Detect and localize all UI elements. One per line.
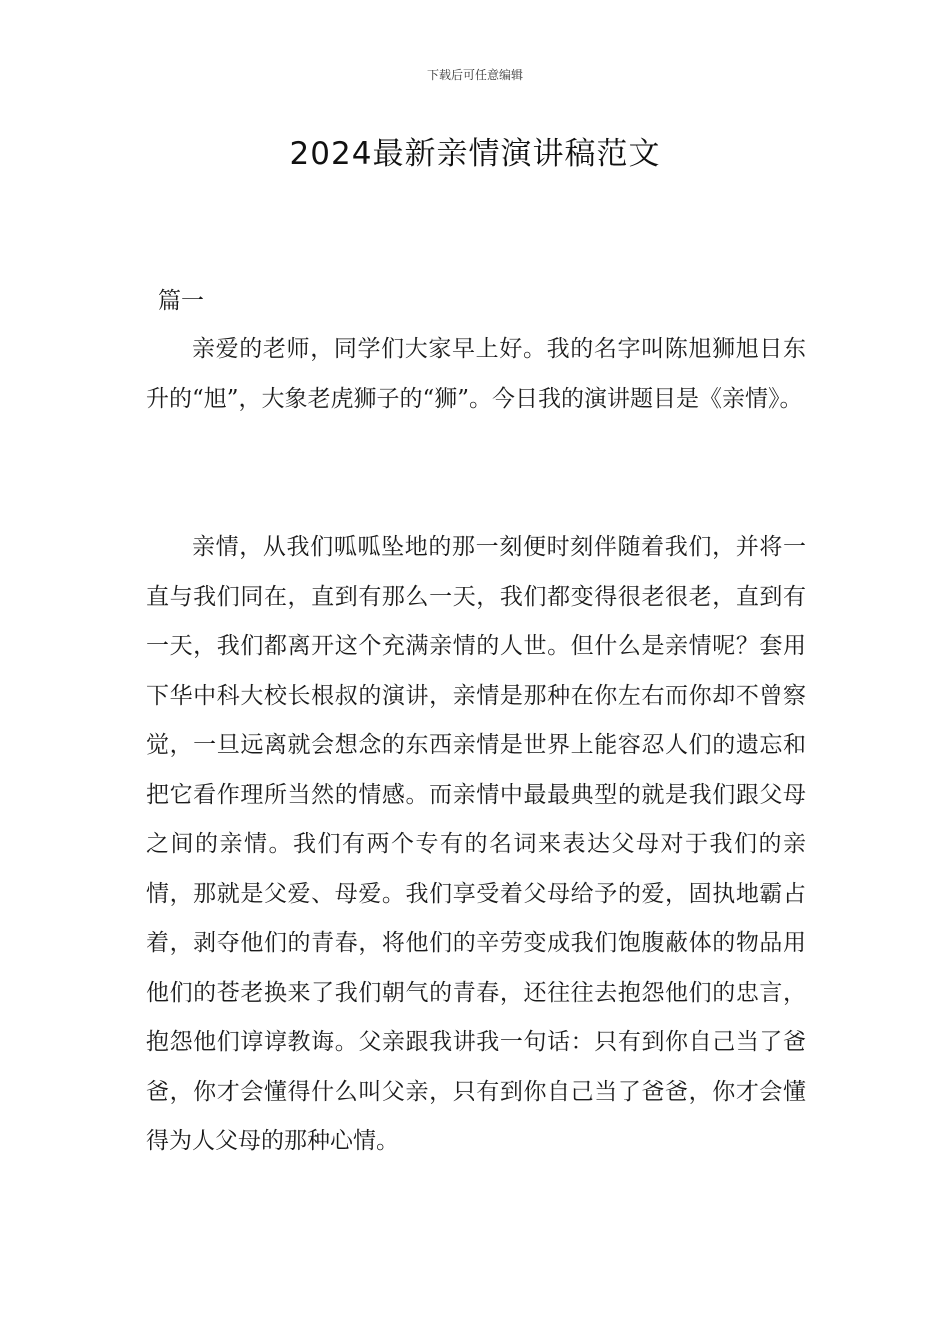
paragraph-2: 亲情，从我们呱呱坠地的那一刻便时刻伴随着我们，并将一直与我们同在，直到有那么一天，我们都变得很老很老，直到有一天，我们都离开这个充满亲情的人世。但什么是亲情呢？套用下华中科大校长根叔的演讲，亲情是那种在你左右而你却不曾察觉，一旦远离就会想念的东西亲情是世界上能容忍人们的遗忘和把它看作理所当然的情感。而亲情中最最典型的就是我们跟父母之间的亲情。我们有两个专有的名词来表达父母对于我们的亲情，那就是父爱、母爱。我们享受着父母给予的爱，固执地霸占着，剥夺他们的青春，将他们的辛劳变成我们饱腹蔽体的物品用他们的苍老换来了我们朝气的青春，还往往去抱怨他们的忠言，抱怨他们谆谆教诲。父亲跟我讲我一句话：只有到你自己当了爸爸，你才会懂得什么叫父亲，只有到你自己当了爸爸，你才会懂得为人父母的那种心情。 <box>146 534 806 1154</box>
section-label: 篇一 <box>158 288 204 314</box>
page-title: 2024最新亲情演讲稿范文 <box>289 136 661 172</box>
header-note: 下载后可任意编辑 <box>426 68 523 82</box>
paragraph-1: 亲爱的老师，同学们大家早上好。我的名字叫陈旭狮旭日东升的“旭”，大象老虎狮子的“狮”。今日我的演讲题目是《亲情》。 <box>146 336 806 412</box>
